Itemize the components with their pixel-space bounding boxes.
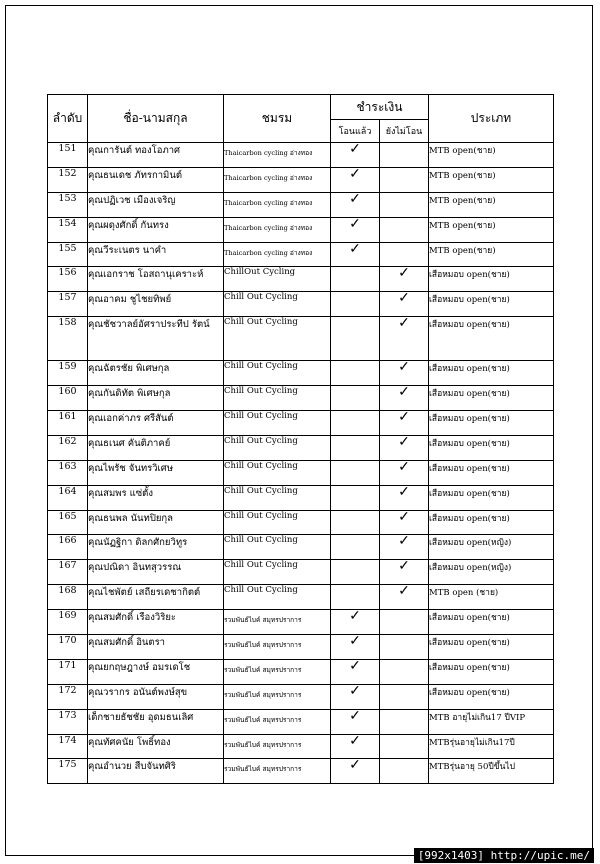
paid-not-transferred-cell bbox=[380, 734, 429, 759]
club-name: Thaicarbon cycling อ่างทอง bbox=[224, 167, 331, 192]
category: เสือหมอบ open(ชาย) bbox=[429, 435, 554, 460]
row-number: 156 bbox=[48, 267, 88, 292]
participant-name: คุณไพรัช จันทรวิเศษ bbox=[88, 460, 224, 485]
row-number: 162 bbox=[48, 435, 88, 460]
paid-not-transferred-cell: ✓ bbox=[380, 560, 429, 585]
participant-name: คุณธนพล นันทปิยกุล bbox=[88, 510, 224, 535]
category: เสือหมอบ open(ชาย) bbox=[429, 460, 554, 485]
row-number: 157 bbox=[48, 292, 88, 317]
row-number: 163 bbox=[48, 460, 88, 485]
paid-not-transferred-cell bbox=[380, 167, 429, 192]
club-name: Thaicarbon cycling อ่างทอง bbox=[224, 143, 331, 168]
club-name: รวมพันธ์ไบค์ สมุทรปราการ bbox=[224, 759, 331, 784]
paid-not-transferred-cell bbox=[380, 217, 429, 242]
club-name: ChillOut Cycling bbox=[224, 267, 331, 292]
paid-not-transferred-cell bbox=[380, 635, 429, 660]
participant-name: คุณสมพร แซ่ตั้ง bbox=[88, 485, 224, 510]
header-club: ชมรม bbox=[224, 95, 331, 143]
club-name: รวมพันธ์ไบค์ สมุทรปราการ bbox=[224, 684, 331, 709]
paid-transferred-cell: ✓ bbox=[331, 167, 380, 192]
category: เสือหมอบ open(ชาย) bbox=[429, 317, 554, 361]
row-number: 170 bbox=[48, 635, 88, 660]
paid-not-transferred-cell: ✓ bbox=[380, 386, 429, 411]
row-number: 160 bbox=[48, 386, 88, 411]
paid-not-transferred-cell: ✓ bbox=[380, 317, 429, 361]
table-row bbox=[48, 460, 554, 485]
table-row bbox=[48, 560, 554, 585]
paid-not-transferred-cell: ✓ bbox=[380, 485, 429, 510]
paid-transferred-cell: ✓ bbox=[331, 684, 380, 709]
paid-transferred-cell: ✓ bbox=[331, 192, 380, 217]
club-name: Chill Out Cycling bbox=[224, 485, 331, 510]
registration-table bbox=[47, 94, 554, 784]
category: เสือหมอบ open(ชาย) bbox=[429, 411, 554, 436]
participant-name: คุณสมศักดิ์ เรืองวิริยะ bbox=[88, 610, 224, 635]
table-row bbox=[48, 485, 554, 510]
participant-name: คุณชัชวาลย์อัศราประทีป รัตน์ bbox=[88, 317, 224, 361]
paid-transferred-cell bbox=[331, 435, 380, 460]
paid-transferred-cell bbox=[331, 267, 380, 292]
header-not-transferred: ยังไม่โอน bbox=[380, 120, 429, 143]
table-row bbox=[48, 167, 554, 192]
header-payment: ชำระเงิน bbox=[331, 95, 429, 120]
row-number: 169 bbox=[48, 610, 88, 635]
header-no: ลำดับ bbox=[48, 95, 88, 143]
paid-not-transferred-cell bbox=[380, 659, 429, 684]
category: เสือหมอบ open(ชาย) bbox=[429, 386, 554, 411]
paid-transferred-cell bbox=[331, 361, 380, 386]
row-number: 174 bbox=[48, 734, 88, 759]
row-number: 155 bbox=[48, 242, 88, 267]
table-row bbox=[48, 361, 554, 386]
paid-transferred-cell: ✓ bbox=[331, 143, 380, 168]
table-row bbox=[48, 292, 554, 317]
paid-not-transferred-cell: ✓ bbox=[380, 267, 429, 292]
club-name: Thaicarbon cycling อ่างทอง bbox=[224, 217, 331, 242]
paid-not-transferred-cell bbox=[380, 192, 429, 217]
category: MTBรุ่นอายุ 50ปีขึ้นไป bbox=[429, 759, 554, 784]
row-number: 154 bbox=[48, 217, 88, 242]
table-row bbox=[48, 684, 554, 709]
participant-name: คุณกันดิทัต พิเศษกุล bbox=[88, 386, 224, 411]
table-row bbox=[48, 585, 554, 610]
table-body bbox=[48, 143, 554, 784]
paid-transferred-cell: ✓ bbox=[331, 734, 380, 759]
paid-transferred-cell: ✓ bbox=[331, 709, 380, 734]
row-number: 159 bbox=[48, 361, 88, 386]
table-row bbox=[48, 635, 554, 660]
participant-name: คุณฉัตรชัย พิเศษกุล bbox=[88, 361, 224, 386]
paid-transferred-cell bbox=[331, 292, 380, 317]
row-number: 172 bbox=[48, 684, 88, 709]
paid-transferred-cell: ✓ bbox=[331, 635, 380, 660]
club-name: Chill Out Cycling bbox=[224, 411, 331, 436]
club-name: Chill Out Cycling bbox=[224, 535, 331, 560]
category: เสือหมอบ open(ชาย) bbox=[429, 684, 554, 709]
table-row bbox=[48, 659, 554, 684]
row-number: 165 bbox=[48, 510, 88, 535]
club-name: Thaicarbon cycling อ่างทอง bbox=[224, 192, 331, 217]
club-name: Chill Out Cycling bbox=[224, 292, 331, 317]
table-row bbox=[48, 217, 554, 242]
participant-name: คุณผดุงศักดิ์ กันทรง bbox=[88, 217, 224, 242]
row-number: 164 bbox=[48, 485, 88, 510]
category: เสือหมอบ open(ชาย) bbox=[429, 635, 554, 660]
participant-name: คุณปณิดา อินทสุวรรณ bbox=[88, 560, 224, 585]
club-name: Chill Out Cycling bbox=[224, 460, 331, 485]
club-name: Chill Out Cycling bbox=[224, 560, 331, 585]
paid-transferred-cell bbox=[331, 510, 380, 535]
paid-transferred-cell bbox=[331, 411, 380, 436]
paid-transferred-cell bbox=[331, 317, 380, 361]
row-number: 153 bbox=[48, 192, 88, 217]
participant-name: คุณการันต์ ทองโอภาศ bbox=[88, 143, 224, 168]
table-row bbox=[48, 510, 554, 535]
club-name: Chill Out Cycling bbox=[224, 361, 331, 386]
table-row bbox=[48, 267, 554, 292]
paid-not-transferred-cell bbox=[380, 709, 429, 734]
paid-not-transferred-cell bbox=[380, 242, 429, 267]
paid-transferred-cell bbox=[331, 460, 380, 485]
paid-not-transferred-cell: ✓ bbox=[380, 585, 429, 610]
participant-name: คุณธเนศ คันติภาคย์ bbox=[88, 435, 224, 460]
table-row bbox=[48, 242, 554, 267]
paid-transferred-cell bbox=[331, 485, 380, 510]
category: เสือหมอบ open(ชาย) bbox=[429, 361, 554, 386]
paid-not-transferred-cell: ✓ bbox=[380, 460, 429, 485]
header-transferred: โอนแล้ว bbox=[331, 120, 380, 143]
table-row bbox=[48, 143, 554, 168]
category: เสือหมอบ open(ชาย) bbox=[429, 292, 554, 317]
header-name: ชื่อ-นามสกุล bbox=[88, 95, 224, 143]
participant-name: คุณธนเดช ภัทรกามินต์ bbox=[88, 167, 224, 192]
category: เสือหมอบ open(ชาย) bbox=[429, 610, 554, 635]
table-row bbox=[48, 610, 554, 635]
participant-name: คุณวรากร อนันต์พงษ์สุข bbox=[88, 684, 224, 709]
club-name: รวมพันธ์ไบค์ สมุทรปราการ bbox=[224, 734, 331, 759]
club-name: Chill Out Cycling bbox=[224, 317, 331, 361]
paid-not-transferred-cell: ✓ bbox=[380, 292, 429, 317]
paid-transferred-cell bbox=[331, 585, 380, 610]
category: MTBรุ่นอายุไม่เกิน17ปี bbox=[429, 734, 554, 759]
category: เสือหมอบ open(ชาย) bbox=[429, 267, 554, 292]
category: เสือหมอบ open(หญิง) bbox=[429, 560, 554, 585]
category: MTB open (ชาย) bbox=[429, 585, 554, 610]
row-number: 167 bbox=[48, 560, 88, 585]
paid-not-transferred-cell: ✓ bbox=[380, 411, 429, 436]
row-number: 175 bbox=[48, 759, 88, 784]
paid-not-transferred-cell bbox=[380, 759, 429, 784]
category: MTB open(ชาย) bbox=[429, 192, 554, 217]
paid-transferred-cell: ✓ bbox=[331, 610, 380, 635]
participant-name: คุณนัฏฐิกา ดิลกศักยวิทูร bbox=[88, 535, 224, 560]
club-name: รวมพันธ์ไบค์ สมุทรปราการ bbox=[224, 610, 331, 635]
row-number: 166 bbox=[48, 535, 88, 560]
category: เสือหมอบ open(ชาย) bbox=[429, 485, 554, 510]
category: MTB open(ชาย) bbox=[429, 242, 554, 267]
paid-not-transferred-cell: ✓ bbox=[380, 510, 429, 535]
category: MTB open(ชาย) bbox=[429, 167, 554, 192]
paid-transferred-cell: ✓ bbox=[331, 217, 380, 242]
participant-name: เด็กชายธัชชัย อุดมธนเลิศ bbox=[88, 709, 224, 734]
club-name: Chill Out Cycling bbox=[224, 510, 331, 535]
paid-transferred-cell bbox=[331, 535, 380, 560]
paid-transferred-cell bbox=[331, 386, 380, 411]
participant-name: คุณเอกราช โอสถานุเคราะห์ bbox=[88, 267, 224, 292]
participant-name: คุณปฏิเวช เมืองเจริญ bbox=[88, 192, 224, 217]
table-row bbox=[48, 709, 554, 734]
participant-name: คุณสมศักดิ์ อินตรา bbox=[88, 635, 224, 660]
club-name: รวมพันธ์ไบค์ สมุทรปราการ bbox=[224, 659, 331, 684]
row-number: 161 bbox=[48, 411, 88, 436]
club-name: Chill Out Cycling bbox=[224, 386, 331, 411]
participant-name: คุณอำนวย สืบจันทศิริ bbox=[88, 759, 224, 784]
participant-name: คุณยกฤษฎางษ์ อมรเดโช bbox=[88, 659, 224, 684]
club-name: รวมพันธ์ไบค์ สมุทรปราการ bbox=[224, 709, 331, 734]
category: เสือหมอบ open(ชาย) bbox=[429, 510, 554, 535]
paid-transferred-cell: ✓ bbox=[331, 759, 380, 784]
row-number: 151 bbox=[48, 143, 88, 168]
table-row bbox=[48, 411, 554, 436]
table-row bbox=[48, 317, 554, 361]
row-number: 171 bbox=[48, 659, 88, 684]
paid-not-transferred-cell: ✓ bbox=[380, 361, 429, 386]
row-number: 173 bbox=[48, 709, 88, 734]
paid-not-transferred-cell bbox=[380, 684, 429, 709]
header-category: ประเภท bbox=[429, 95, 554, 143]
club-name: Thaicarbon cycling อ่างทอง bbox=[224, 242, 331, 267]
category: MTB open(ชาย) bbox=[429, 217, 554, 242]
category: MTB open(ชาย) bbox=[429, 143, 554, 168]
table-row bbox=[48, 535, 554, 560]
table-row bbox=[48, 435, 554, 460]
paid-not-transferred-cell bbox=[380, 610, 429, 635]
paid-transferred-cell: ✓ bbox=[331, 242, 380, 267]
participant-name: คุณไชพัตย์ เสถียรเดชากิตต์ bbox=[88, 585, 224, 610]
club-name: รวมพันธ์ไบค์ สมุทรปราการ bbox=[224, 635, 331, 660]
row-number: 158 bbox=[48, 317, 88, 361]
paid-not-transferred-cell bbox=[380, 143, 429, 168]
participant-name: คุณทัศคนัย โพธิ์ทอง bbox=[88, 734, 224, 759]
watermark: [992x1403] http://upic.me/ bbox=[414, 848, 594, 863]
row-number: 152 bbox=[48, 167, 88, 192]
table-row bbox=[48, 734, 554, 759]
paid-transferred-cell bbox=[331, 560, 380, 585]
category: เสือหมอบ open(หญิง) bbox=[429, 535, 554, 560]
participant-name: คุณวีระเนตร นาคำ bbox=[88, 242, 224, 267]
category: เสือหมอบ open(ชาย) bbox=[429, 659, 554, 684]
club-name: Chill Out Cycling bbox=[224, 435, 331, 460]
table-row bbox=[48, 759, 554, 784]
table-row bbox=[48, 386, 554, 411]
category: MTB อายุไม่เกิน17 ปีVIP bbox=[429, 709, 554, 734]
table-row bbox=[48, 192, 554, 217]
participant-name: คุณเอกค่าภร ศรีสันต์ bbox=[88, 411, 224, 436]
participant-name: คุณอาคม ชูไชยทิพย์ bbox=[88, 292, 224, 317]
row-number: 168 bbox=[48, 585, 88, 610]
paid-not-transferred-cell: ✓ bbox=[380, 435, 429, 460]
club-name: Chill Out Cycling bbox=[224, 585, 331, 610]
paid-transferred-cell: ✓ bbox=[331, 659, 380, 684]
paid-not-transferred-cell: ✓ bbox=[380, 535, 429, 560]
